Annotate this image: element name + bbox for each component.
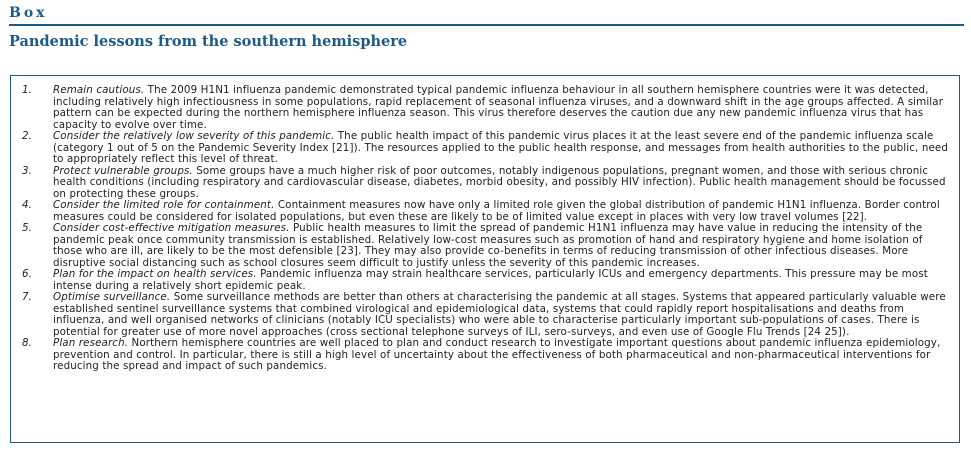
- header-divider: [9, 24, 964, 26]
- lesson-text: The public health impact of this pandemic virus places it at the least severe end of the pandemic influenza scale (category 1 out of 5 on the Pandemic Severity Index [21]). The resources applied to the public health response, and messages from health authorities to the public, need to appropriately reflect this level of threat.: [53, 130, 949, 165]
- lesson-number: 1.: [22, 84, 33, 96]
- lesson-number: 8.: [22, 337, 33, 349]
- lesson-number: 7.: [22, 291, 33, 303]
- lesson-item-4: [22, 200, 952, 223]
- lesson-item-1: [22, 85, 952, 131]
- lesson-heading: Plan for the impact on health services.: [53, 268, 257, 280]
- lesson-number: 2.: [22, 130, 33, 142]
- lesson-heading: Plan research.: [53, 337, 129, 349]
- lesson-text: Northern hemisphere countries are well placed to plan and conduct research to investigate important questions about pandemic influenza epidemiology, prevention and control. In particular, there is still a high level of uncertainty about the effectiveness of both pharmaceutical and non-pharmaceutical interventions for reducing the spread and impact of such pandemics.: [53, 337, 941, 372]
- lesson-number: 5.: [22, 222, 33, 234]
- lesson-item-3: [22, 166, 952, 201]
- lesson-number: 4.: [22, 199, 33, 211]
- lesson-text: Pandemic influenza may strain healthcare services, particularly ICUs and emergency departments. This pressure may be most intense during a relatively short epidemic peak.: [53, 268, 928, 292]
- lesson-heading: Remain cautious.: [53, 84, 145, 96]
- box-label: Box: [9, 5, 48, 21]
- lesson-heading: Consider the relatively low severity of this pandemic.: [53, 130, 335, 142]
- lesson-text: Containment measures now have only a limited role given the global distribution of pandemic H1N1 influenza. Border control measures could be considered for isolated populations, but even these are likely to be of limited value except in places with very low travel volumes [22].: [53, 199, 940, 223]
- lesson-item-5: [22, 223, 952, 269]
- lesson-heading: Consider cost-effective mitigation measures.: [53, 222, 290, 234]
- lesson-item-8: [22, 338, 952, 373]
- box-title: Pandemic lessons from the southern hemisphere: [9, 33, 408, 50]
- lesson-item-6: [22, 269, 952, 292]
- lesson-number: 6.: [22, 268, 33, 280]
- lessons-list: [22, 85, 952, 373]
- lesson-heading: Optimise surveillance.: [53, 291, 171, 303]
- lesson-text: Some groups have a much higher risk of poor outcomes, notably indigenous populations, pregnant women, and those with serious chronic health conditions (including respiratory and cardiovascular disease, diabetes, morbid obesity, and possibly HIV infection). Public health management should be focussed on protecting these groups.: [53, 164, 946, 200]
- lesson-text: Some surveillance methods are better than others at characterising the pandemic at all stages. Systems that appeared particularly valuable were established sentinel surveillance systems that combined virological and epidemiological data, systems that could rapidly report hospitalisations and deaths from influenza, and well organised networks of clinicians (notably ICU specialists) who were able to characterise particularly important sub-populations of cases. There is potential for greater use of more novel approaches (cross sectional telephone surveys of ILI, sero-surveys, and even use of Google Flu Trends [24 25]).: [53, 291, 946, 338]
- lesson-text: The 2009 H1N1 influenza pandemic demonstrated typical pandemic influenza behaviour in all southern hemisphere countries were it was detected, including relatively high infectiousness in some populations, rapid replacement of seasonal influenza viruses, and a downward shift in the age groups affected. A similar pattern can be expected during the northern hemisphere influenza season. This virus therefore deserves the caution due any new pandemic influenza virus that has capacity to evolve over time.: [53, 84, 944, 131]
- lesson-item-2: [22, 131, 952, 166]
- lesson-heading: Consider the limited role for containment.: [53, 199, 275, 211]
- lesson-heading: Protect vulnerable groups.: [53, 164, 193, 177]
- lesson-text: Public health measures to limit the spread of pandemic H1N1 influenza may have value in reducing the intensity of the pandemic peak once community transmission is established. Relatively low-cost measures such as promotion of hand and respiratory hygiene and home isolation of those who are ill, are likely to be the most defensible [23]. They may also provide co-benefits in terms of reducing transmission of other infectious diseases. More disruptive social distancing such as school closures seem difficult to justify unless the severity of this pandemic increases.: [53, 222, 923, 269]
- lesson-item-7: [22, 292, 952, 338]
- lesson-number: 3.: [22, 164, 33, 177]
